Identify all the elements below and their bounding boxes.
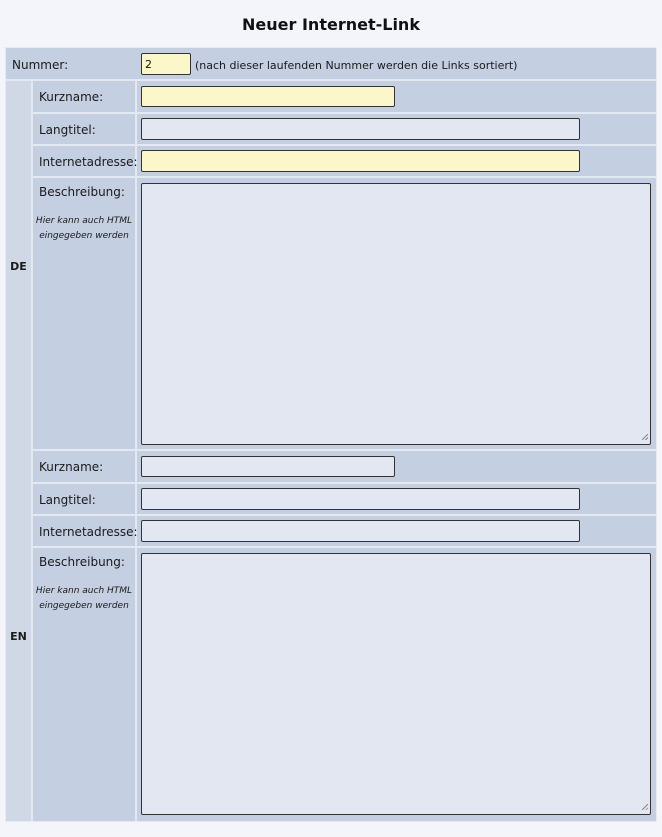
de-url-row bbox=[33, 146, 656, 178]
en-short-name-row bbox=[33, 451, 656, 484]
de-long-title-input[interactable] bbox=[141, 118, 580, 140]
en-url-input[interactable] bbox=[141, 520, 580, 542]
number-label: Nummer: bbox=[12, 58, 69, 72]
number-input[interactable] bbox=[141, 53, 191, 75]
en-description-row bbox=[33, 548, 656, 821]
page-title: Neuer Internet-Link bbox=[242, 15, 420, 34]
de-description-textarea[interactable] bbox=[141, 183, 651, 445]
en-long-title-input[interactable] bbox=[141, 488, 580, 510]
number-row bbox=[6, 48, 656, 81]
de-description-hint: Hier kann auch HTML eingegeben werden bbox=[35, 216, 133, 241]
de-short-name-label: Kurzname: bbox=[39, 90, 104, 104]
de-url-input[interactable] bbox=[141, 150, 580, 172]
en-description-hint: Hier kann auch HTML eingegeben werden bbox=[35, 586, 133, 611]
en-short-name-input[interactable] bbox=[141, 456, 395, 477]
number-note: (nach dieser laufenden Nummer werden die Links sortiert) bbox=[195, 59, 518, 72]
en-short-name-label: Kurzname: bbox=[39, 460, 104, 474]
de-description-label: Beschreibung: bbox=[39, 185, 125, 199]
en-url-row bbox=[33, 516, 656, 548]
en-long-title-row bbox=[33, 484, 656, 516]
section-code-de: DE bbox=[6, 81, 33, 451]
link-form bbox=[5, 47, 657, 822]
de-url-label: Internetadresse: bbox=[39, 155, 138, 169]
en-long-title-label: Langtitel: bbox=[39, 493, 96, 507]
de-description-row bbox=[33, 178, 656, 451]
en-url-label: Internetadresse: bbox=[39, 525, 138, 539]
de-short-name-row bbox=[33, 81, 656, 114]
section-code-en: EN bbox=[6, 451, 33, 821]
de-long-title-label: Langtitel: bbox=[39, 123, 96, 137]
en-description-label: Beschreibung: bbox=[39, 555, 125, 569]
de-short-name-input[interactable] bbox=[141, 86, 395, 107]
de-long-title-row bbox=[33, 114, 656, 146]
en-description-textarea[interactable] bbox=[141, 553, 651, 815]
